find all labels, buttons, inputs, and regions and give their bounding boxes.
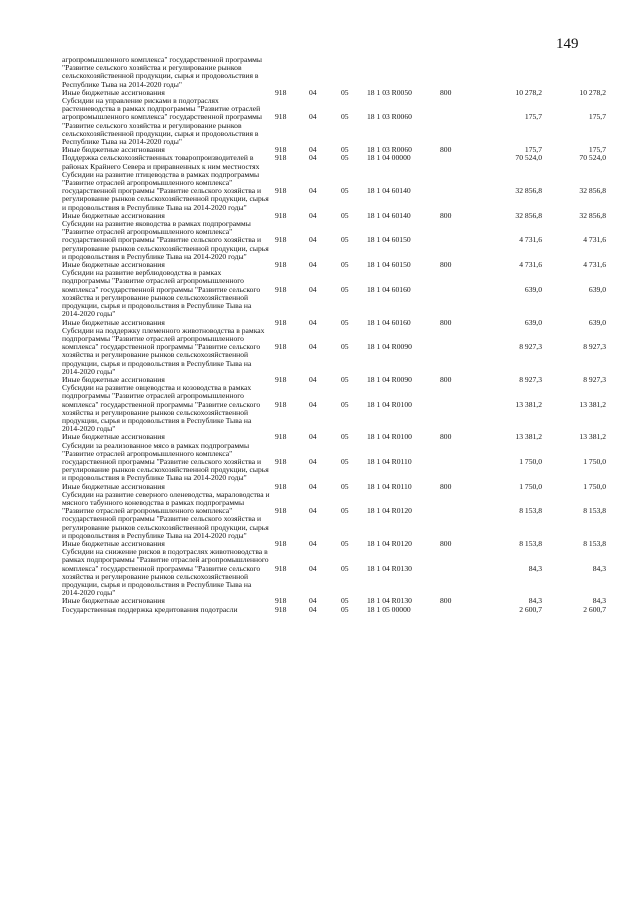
amount-cell: 175,7 xyxy=(524,112,542,122)
amount-cell: 1 750,0 xyxy=(519,481,542,491)
section-code-cell: 04 xyxy=(309,145,317,155)
row-name-cell: Иные бюджетные ассигнования xyxy=(62,260,165,270)
section-code-cell: 04 xyxy=(309,186,317,196)
ved-code-cell: 918 xyxy=(275,153,287,163)
expense-type-cell: 800 xyxy=(440,87,452,97)
subsection-code-cell: 05 xyxy=(341,260,349,270)
amount-second-cell: 8 927,3 xyxy=(583,374,606,384)
subsection-code-cell: 05 xyxy=(341,506,349,516)
section-code-cell: 04 xyxy=(309,563,317,573)
row-name-cell: Субсидии на развитие овцеводства и козоводства в рамках подпрограммы "Развитие отраслей агропромышленного комплекса" государственной программы "Развитие сельского хозяйства и регулирование рынков сельскохозяйственной продукции, сырья и продовольствия в Республике Тыва на 2014-2020 годы" xyxy=(62,383,261,434)
ved-code-cell: 918 xyxy=(275,481,287,491)
ved-code-cell: 918 xyxy=(275,186,287,196)
amount-cell: 8 927,3 xyxy=(519,342,542,352)
ved-code-cell: 918 xyxy=(275,506,287,516)
amount-second-cell: 175,7 xyxy=(588,112,606,122)
row-name-cell: агропромышленного комплекса" государственной программы "Развитие сельского хозяйства и регулирование рынков сельскохозяйственной продукции, сырья и продовольствия в Республике Тыва на 2014-2020 годы" xyxy=(62,55,263,89)
amount-second-cell: 639,0 xyxy=(588,317,606,327)
amount-cell: 32 856,8 xyxy=(515,186,542,196)
amount-second-cell: 4 731,6 xyxy=(583,260,606,270)
target-article-cell: 18 1 04 00000 xyxy=(367,153,411,163)
ved-code-cell: 918 xyxy=(275,374,287,384)
amount-second-cell: 2 600,7 xyxy=(583,604,606,614)
subsection-code-cell: 05 xyxy=(341,456,349,466)
ved-code-cell: 918 xyxy=(275,538,287,548)
section-code-cell: 04 xyxy=(309,604,317,614)
row-name-cell: Иные бюджетные ассигнования xyxy=(62,145,165,155)
amount-second-cell: 84,3 xyxy=(592,596,606,606)
section-code-cell: 04 xyxy=(309,374,317,384)
section-code-cell: 04 xyxy=(309,210,317,220)
expense-type-cell: 800 xyxy=(440,145,452,155)
subsection-code-cell: 05 xyxy=(341,284,349,294)
expense-type-cell: 800 xyxy=(440,596,452,606)
expense-type-cell: 800 xyxy=(440,374,452,384)
table-row xyxy=(62,220,608,261)
row-name-cell: Государственная поддержка кредитования подотрасли xyxy=(62,604,238,614)
subsection-code-cell: 05 xyxy=(341,481,349,491)
target-article-cell: 18 1 04 R0130 xyxy=(367,563,412,573)
table-row xyxy=(62,97,608,146)
expense-type-cell: 800 xyxy=(440,260,452,270)
row-name-cell: Иные бюджетные ассигнования xyxy=(62,432,165,442)
amount-cell: 13 381,2 xyxy=(515,399,542,409)
expense-type-cell: 800 xyxy=(440,538,452,548)
amount-second-cell: 8 153,8 xyxy=(583,538,606,548)
ved-code-cell: 918 xyxy=(275,87,287,97)
amount-cell: 175,7 xyxy=(524,145,542,155)
ved-code-cell: 918 xyxy=(275,604,287,614)
expense-type-cell: 800 xyxy=(440,317,452,327)
subsection-code-cell: 05 xyxy=(341,235,349,245)
amount-second-cell: 84,3 xyxy=(592,563,606,573)
table-row xyxy=(62,491,608,540)
row-name-cell: Субсидии на развитие верблюдоводства в рамках подпрограммы "Развитие отраслей агропромышленного комплекса" государственной программы "Развитие сельского хозяйства и регулирование рынков сельскохозяйственной продукции, сырья и продовольствия в Республике Тыва на 2014-2020 годы" xyxy=(62,268,261,319)
row-name-cell: Поддержка сельскохозяйственных товаропроизводителей в районах Крайнего Севера и приравненных к ним местностях xyxy=(62,153,260,171)
row-name-cell: Субсидии на развитие яководства в рамках подпрограммы "Развитие отраслей агропромышленного комплекса" государственной программы "Развитие сельского хозяйства и регулирование рынков сельскохозяйственной продукции, сырья и продовольствия в Республике Тыва на 2014-2020 годы" xyxy=(62,219,269,261)
amount-cell: 84,3 xyxy=(528,596,542,606)
amount-second-cell: 13 381,2 xyxy=(579,399,606,409)
ved-code-cell: 918 xyxy=(275,235,287,245)
target-article-cell: 18 1 04 60150 xyxy=(367,235,411,245)
expense-type-cell: 800 xyxy=(440,210,452,220)
amount-second-cell: 70 524,0 xyxy=(579,153,606,163)
section-code-cell: 04 xyxy=(309,284,317,294)
expense-type-cell: 800 xyxy=(440,481,452,491)
ved-code-cell: 918 xyxy=(275,563,287,573)
target-article-cell: 18 1 04 R0120 xyxy=(367,506,412,516)
amount-second-cell: 175,7 xyxy=(588,145,606,155)
table-row xyxy=(62,56,608,89)
ved-code-cell: 918 xyxy=(275,260,287,270)
section-code-cell: 04 xyxy=(309,153,317,163)
amount-cell: 8 153,8 xyxy=(519,506,542,516)
subsection-code-cell: 05 xyxy=(341,145,349,155)
subsection-code-cell: 05 xyxy=(341,186,349,196)
amount-second-cell: 639,0 xyxy=(588,284,606,294)
amount-second-cell: 8 153,8 xyxy=(583,506,606,516)
section-code-cell: 04 xyxy=(309,317,317,327)
amount-cell: 70 524,0 xyxy=(515,153,542,163)
ved-code-cell: 918 xyxy=(275,112,287,122)
budget-table xyxy=(62,56,608,614)
section-code-cell: 04 xyxy=(309,456,317,466)
section-code-cell: 04 xyxy=(309,506,317,516)
subsection-code-cell: 05 xyxy=(341,399,349,409)
target-article-cell: 18 1 04 R0100 xyxy=(367,399,412,409)
amount-cell: 32 856,8 xyxy=(515,210,542,220)
target-article-cell: 18 1 03 R0060 xyxy=(367,112,412,122)
row-name-cell: Субсидии на снижение рисков в подотраслях животноводства в рамках подпрограммы "Развитие отраслей агропромышленного комплекса" государственной программы "Развитие сельского хозяйства и регулирование рынков сельскохозяйственной продукции, сырья и продовольствия в Республике Тыва на 2014-2020 годы" xyxy=(62,547,269,598)
table-row xyxy=(62,442,608,483)
target-article-cell: 18 1 04 60140 xyxy=(367,186,411,196)
section-code-cell: 04 xyxy=(309,112,317,122)
subsection-code-cell: 05 xyxy=(341,112,349,122)
amount-second-cell: 32 856,8 xyxy=(579,210,606,220)
amount-cell: 10 278,2 xyxy=(515,87,542,97)
amount-second-cell: 32 856,8 xyxy=(579,186,606,196)
section-code-cell: 04 xyxy=(309,342,317,352)
ved-code-cell: 918 xyxy=(275,456,287,466)
row-name-cell: Субсидии на развитие птицеводства в рамках подпрограммы "Развитие отраслей агропромышленного комплекса" государственной программы "Развитие сельского хозяйства и регулирование рынков сельскохозяйственной продукции, сырья и продовольствия в Республике Тыва на 2014-2020 годы" xyxy=(62,169,269,212)
table-row xyxy=(62,269,608,318)
row-name-cell: Иные бюджетные ассигнования xyxy=(62,481,165,491)
ved-code-cell: 918 xyxy=(275,432,287,442)
amount-cell: 2 600,7 xyxy=(519,604,542,614)
subsection-code-cell: 05 xyxy=(341,563,349,573)
target-article-cell: 18 1 05 00000 xyxy=(367,604,411,614)
target-article-cell: 18 1 04 R0100 xyxy=(367,432,412,442)
amount-cell: 8 927,3 xyxy=(519,374,542,384)
section-code-cell: 04 xyxy=(309,596,317,606)
amount-second-cell: 4 731,6 xyxy=(583,235,606,245)
target-article-cell: 18 1 04 R0090 xyxy=(367,342,412,352)
ved-code-cell: 918 xyxy=(275,596,287,606)
amount-second-cell: 10 278,2 xyxy=(579,87,606,97)
row-name-cell: Субсидии на поддержку племенного животноводства в рамках подпрограммы "Развитие отраслей агропромышленного комплекса" государственной программы "Развитие сельского хозяйства и регулирование рынков сельскохозяйственной продукции, сырья и продовольствия в Республике Тыва на 2014-2020 годы" xyxy=(62,325,265,376)
subsection-code-cell: 05 xyxy=(341,604,349,614)
target-article-cell: 18 1 04 R0110 xyxy=(367,481,412,491)
ved-code-cell: 918 xyxy=(275,399,287,409)
table-row xyxy=(62,606,608,614)
row-name-cell: Иные бюджетные ассигнования xyxy=(62,317,165,327)
amount-second-cell: 1 750,0 xyxy=(583,456,606,466)
expense-type-cell: 800 xyxy=(440,432,452,442)
subsection-code-cell: 05 xyxy=(341,317,349,327)
amount-cell: 1 750,0 xyxy=(519,456,542,466)
row-name-cell: Иные бюджетные ассигнования xyxy=(62,374,165,384)
section-code-cell: 04 xyxy=(309,481,317,491)
ved-code-cell: 918 xyxy=(275,145,287,155)
target-article-cell: 18 1 04 R0120 xyxy=(367,538,412,548)
table-row xyxy=(62,548,608,597)
ved-code-cell: 918 xyxy=(275,317,287,327)
target-article-cell: 18 1 04 60150 xyxy=(367,260,411,270)
subsection-code-cell: 05 xyxy=(341,210,349,220)
target-article-cell: 18 1 03 R0060 xyxy=(367,145,412,155)
amount-cell: 8 153,8 xyxy=(519,538,542,548)
amount-second-cell: 8 927,3 xyxy=(583,342,606,352)
row-name-cell: Иные бюджетные ассигнования xyxy=(62,87,165,97)
target-article-cell: 18 1 04 60160 xyxy=(367,284,411,294)
row-name-cell: Иные бюджетные ассигнования xyxy=(62,538,165,548)
target-article-cell: 18 1 04 R0130 xyxy=(367,596,412,606)
page-number: 149 xyxy=(556,36,579,52)
target-article-cell: 18 1 04 R0110 xyxy=(367,456,412,466)
target-article-cell: 18 1 03 R0050 xyxy=(367,87,412,97)
row-name-cell: Субсидии за реализованное мясо в рамках подпрограммы "Развитие отраслей агропромышленного комплекса" государственной программы "Развитие сельского хозяйства и регулирование рынков сельскохозяйственной продукции, сырья и продовольствия в Республике Тыва на 2014-2020 годы" xyxy=(62,440,269,483)
subsection-code-cell: 05 xyxy=(341,432,349,442)
amount-cell: 639,0 xyxy=(524,284,542,294)
row-name-cell: Субсидии на развитие северного оленеводства, мараловодства и мясного табунного коневодства в рамках подпрограммы "Развитие отраслей агропромышленного комплекса" государственной программы "Развитие сельского хозяйства и регулирование рынков сельскохозяйственной продукции, сырья и продовольствия в Республике Тыва на 2014-2020 годы" xyxy=(62,489,270,540)
target-article-cell: 18 1 04 60140 xyxy=(367,210,411,220)
section-code-cell: 04 xyxy=(309,87,317,97)
ved-code-cell: 918 xyxy=(275,210,287,220)
row-name-cell: Субсидии на управление рисками в подотраслях растениеводства в рамках подпрограммы "Развитие отраслей агропромышленного комплекса" государственной программы "Развитие сельского хозяйства и регулирование рынков сельскохозяйственной продукции, сырья и продовольствия в Республике Тыва на 2014-2020 годы" xyxy=(62,96,263,147)
table-row xyxy=(62,154,608,170)
subsection-code-cell: 05 xyxy=(341,87,349,97)
section-code-cell: 04 xyxy=(309,399,317,409)
amount-cell: 84,3 xyxy=(528,563,542,573)
subsection-code-cell: 05 xyxy=(341,342,349,352)
section-code-cell: 04 xyxy=(309,432,317,442)
table-row xyxy=(62,384,608,433)
amount-second-cell: 13 381,2 xyxy=(579,432,606,442)
section-code-cell: 04 xyxy=(309,235,317,245)
amount-cell: 13 381,2 xyxy=(515,432,542,442)
subsection-code-cell: 05 xyxy=(341,374,349,384)
amount-second-cell: 1 750,0 xyxy=(583,481,606,491)
target-article-cell: 18 1 04 R0090 xyxy=(367,374,412,384)
target-article-cell: 18 1 04 60160 xyxy=(367,317,411,327)
row-name-cell: Иные бюджетные ассигнования xyxy=(62,210,165,220)
subsection-code-cell: 05 xyxy=(341,538,349,548)
amount-cell: 639,0 xyxy=(524,317,542,327)
section-code-cell: 04 xyxy=(309,260,317,270)
table-row xyxy=(62,327,608,376)
ved-code-cell: 918 xyxy=(275,342,287,352)
row-name-cell: Иные бюджетные ассигнования xyxy=(62,596,165,606)
subsection-code-cell: 05 xyxy=(341,153,349,163)
amount-cell: 4 731,6 xyxy=(519,235,542,245)
amount-cell: 4 731,6 xyxy=(519,260,542,270)
section-code-cell: 04 xyxy=(309,538,317,548)
ved-code-cell: 918 xyxy=(275,284,287,294)
subsection-code-cell: 05 xyxy=(341,596,349,606)
table-row xyxy=(62,171,608,212)
